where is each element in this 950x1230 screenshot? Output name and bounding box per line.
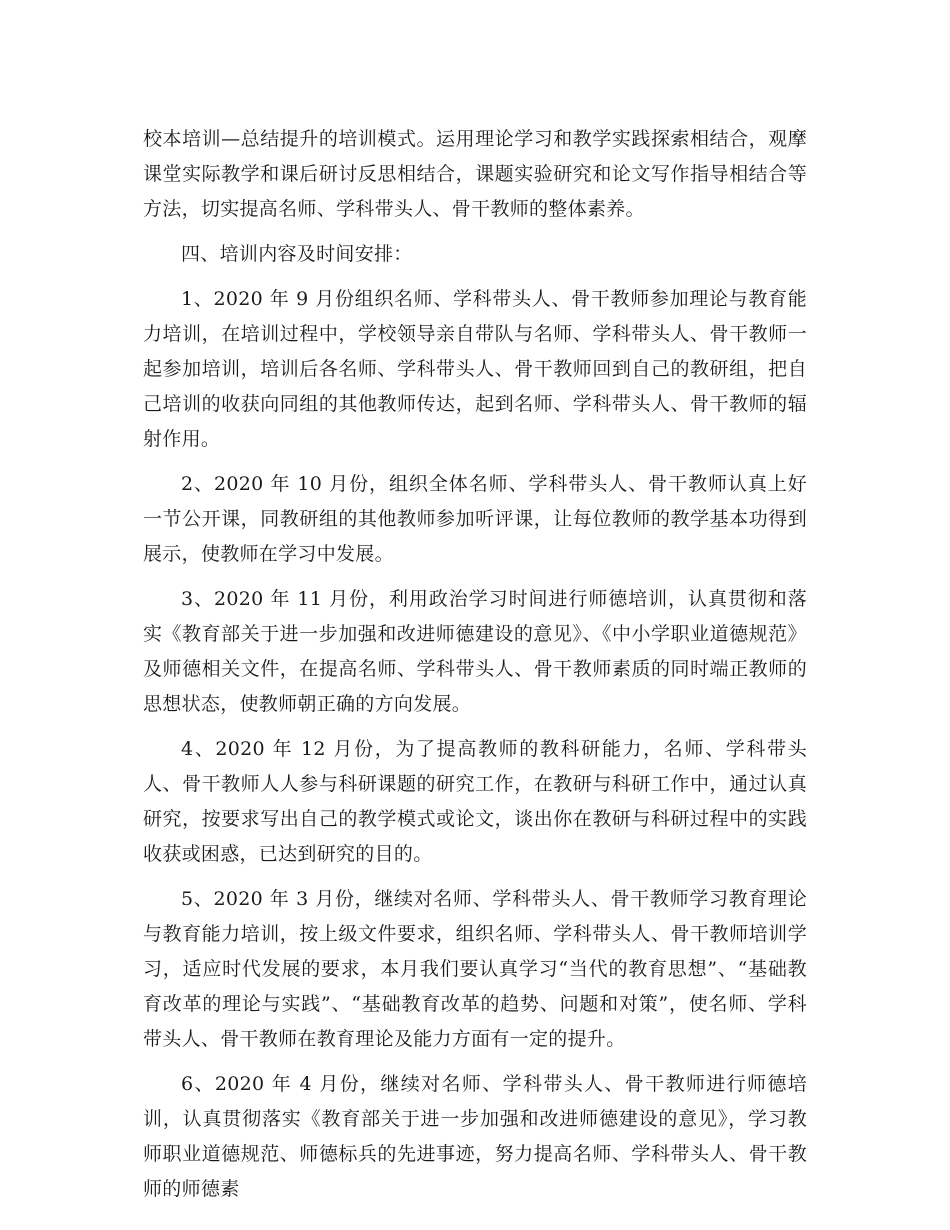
- section-heading-training-content: 四、培训内容及时间安排：: [181, 243, 413, 265]
- paragraph-item-4: 4、2020 年 12 月份，为了提高教师的教科研能力，名师、学科带头人、骨干教师人人参与科研课题的研究工作，在教研与科研工作中，通过认真研究，按要求写出自己的教学模式或论文，谈出你在教研与科研过程中的实践收获或困惑，已达到研究的目的。: [143, 738, 807, 865]
- document-body: [143, 122, 807, 1217]
- paragraph-item-3: 3、2020 年 11 月份，利用政治学习时间进行师德培训，认真贯彻和落实《教育部关于进一步加强和改进师德建设的意见》、《中小学职业道德规范》及师德相关文件，在提高名师、学科带头人、骨干教师素质的同时端正教师的思想状态，使教师朝正确的方向发展。: [143, 588, 807, 715]
- paragraph-item-2: 2、2020 年 10 月份，组织全体名师、学科带头人、骨干教师认真上好一节公开课，同教研组的其他教师参加听评课，让每位教师的教学基本功得到展示，使教师在学习中发展。: [143, 473, 807, 565]
- paragraph-training-mode: 校本培训—总结提升的培训模式。运用理论学习和教学实践探索相结合，观摩课堂实际教学和课后研讨反思相结合，课题实验研究和论文写作指导相结合等方法，切实提高名师、学科带头人、骨干教师的整体素养。: [143, 128, 807, 220]
- paragraph-item-6: 6、2020 年 4 月份，继续对名师、学科带头人、骨干教师进行师德培训，认真贯彻落实《教育部关于进一步加强和改进师德建设的意见》，学习教师职业道德规范、师德标兵的先进事迹，努力提高名师、学科带头人、骨干教师的师德素: [143, 1073, 807, 1200]
- paragraph-item-1: 1、2020 年 9 月份组织名师、学科带头人、骨干教师参加理论与教育能力培训，在培训过程中，学校领导亲自带队与名师、学科带头人、骨干教师一起参加培训，培训后各名师、学科带头人、骨干教师回到自己的教研组，把自己培训的收获向同组的其他教师传达，起到名师、学科带头人、骨干教师的辐射作用。: [143, 288, 807, 450]
- paragraph-item-5: 5、2020 年 3 月份，继续对名师、学科带头人、骨干教师学习教育理论与教育能力培训，按上级文件要求，组织名师、学科带头人、骨干教师培训学习，适应时代发展的要求，本月我们要认真学习“当代的教育思想”、“基础教育改革的理论与实践”、“基础教育改革的趋势、问题和对策”，使名师、学科带头人、骨干教师在教育理论及能力方面有一定的提升。: [143, 888, 807, 1050]
